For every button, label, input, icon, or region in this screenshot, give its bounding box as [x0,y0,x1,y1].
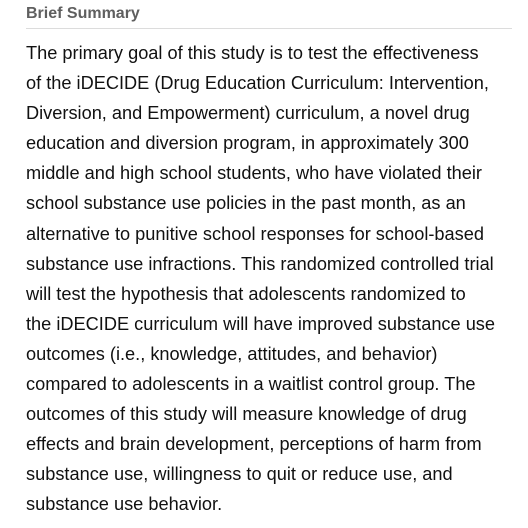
summary-line: substance use behavior. [26,494,223,515]
section-title: Brief Summary [26,5,140,22]
summary-line: education and diversion program, in approximately 300 [26,133,469,154]
summary-line: The primary goal of this study is to test the effectiveness [26,43,479,63]
summary-line: alternative to punitive school responses for school-based [26,223,484,244]
summary-line: of the iDECIDE (Drug Education Curriculum: Intervention, [26,73,489,94]
summary-line: middle and high school students, who have violated their [26,163,482,184]
brief-summary-text [26,38,518,520]
summary-line: substance use, willingness to quit or reduce use, and [26,464,453,485]
summary-line: school substance use policies in the past month, as an [26,193,466,214]
summary-line: Diversion, and Empowerment) curriculum, a novel drug [26,103,470,124]
section-header [26,4,512,29]
summary-line: outcomes of this study will measure knowledge of drug [26,404,467,425]
summary-line: the iDECIDE curriculum will have improved substance use [26,313,496,334]
summary-line: effects and brain development, perceptions of harm from [26,434,482,455]
summary-line: will test the hypothesis that adolescents randomized to [26,283,466,304]
summary-line: outcomes (i.e., knowledge, attitudes, and behavior) [26,343,438,364]
summary-line: compared to adolescents in a waitlist control group. The [26,374,476,395]
summary-line: substance use infractions. This randomized controlled trial [26,253,494,274]
